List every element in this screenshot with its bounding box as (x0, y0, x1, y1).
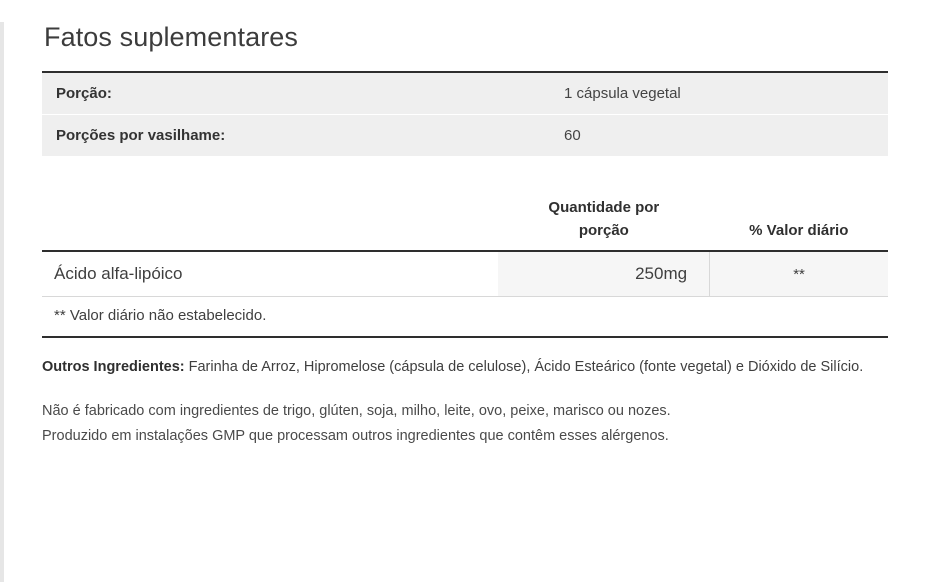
daily-value-footnote: ** Valor diário não estabelecido. (42, 297, 888, 338)
nutrition-table (42, 197, 888, 338)
allergen-statement (42, 399, 888, 449)
other-ingredients-label: Outros Ingredientes: (42, 359, 185, 375)
table-row (42, 115, 888, 157)
nutrient-daily-value: ** (710, 251, 888, 297)
other-ingredients (42, 356, 888, 379)
serving-size-value: 1 cápsula vegetal (550, 72, 888, 115)
supplement-facts-panel (0, 22, 930, 582)
daily-value-header: % Valor diário (749, 221, 849, 239)
allergen-line-2: Produzido em instalações GMP que processam outros ingredientes que contêm esses alérgenos. (42, 428, 669, 445)
servings-per-container-label: Porções por vasilhame: (42, 115, 550, 157)
left-edge-divider (0, 22, 4, 582)
page-title: Fatos suplementares (44, 22, 299, 52)
nutrient-amount: 250mg (498, 251, 709, 297)
serving-info-table (42, 71, 888, 157)
nutrient-name: Ácido alfa-lipóico (42, 251, 498, 297)
nutrient-column-header (42, 197, 498, 251)
amount-per-serving-header (498, 197, 709, 251)
amount-header-line1: Quantidade por (548, 199, 660, 216)
other-ingredients-text: Farinha de Arroz, Hipromelose (cápsula de celulose), Ácido Esteárico (fonte vegetal) e Dióxido de Silício. (184, 359, 864, 375)
table-row (42, 251, 888, 297)
serving-size-label: Porção: (42, 72, 550, 115)
allergen-line-1: Não é fabricado com ingredientes de trigo, glúten, soja, milho, leite, ovo, peixe, marisco ou nozes. (42, 403, 671, 420)
table-footnote-row (42, 297, 888, 338)
table-header-row (42, 197, 888, 251)
servings-per-container-value: 60 (550, 115, 888, 157)
table-row (42, 72, 888, 115)
amount-header-line2: porção (578, 221, 629, 239)
